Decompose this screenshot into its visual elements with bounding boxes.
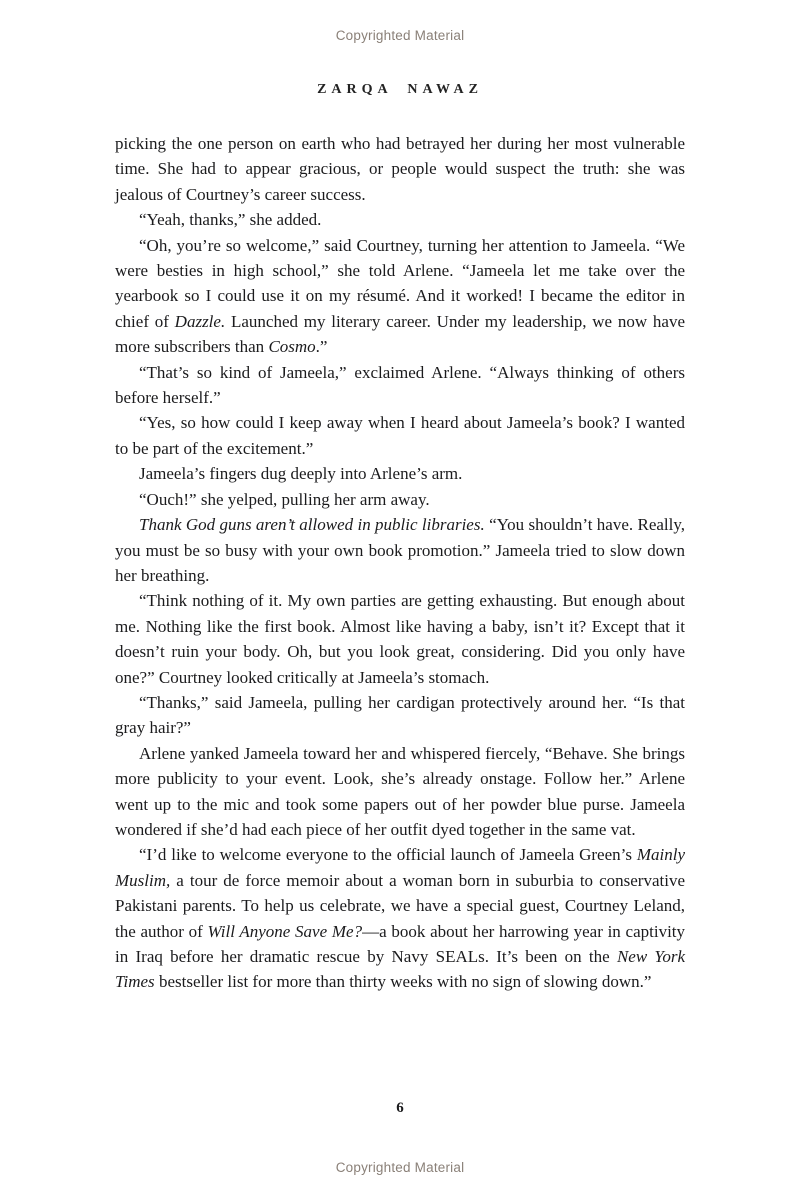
text-segment: Arlene yanked Jameela toward her and whispered fiercely, “Behave. She brings more publicity to your event. Look, she’s already onstage. Follow her.” Arlene went up to the mic and took some papers out of her powder blue purse. Jameela wondered if she’d had each piece of her outfit dyed together in the same vat.	[115, 743, 685, 839]
text-segment: “Yeah, thanks,” she added.	[139, 210, 322, 230]
text-segment: “Think nothing of it. My own parties are getting exhausting. But enough about me. Nothing like the first book. Almost like having a baby, isn’t it? Except that it doesn’t ruin your body. Oh, but you look great, considering. Did you only have one?” Courtney looked critically at Jameela’s stomach.	[115, 591, 685, 687]
italic-text-segment: Dazzle.	[174, 311, 226, 331]
paragraph	[115, 588, 685, 690]
text-segment: .”	[315, 337, 328, 357]
italic-text-segment: New York Times	[115, 947, 685, 992]
copyright-banner-top: Copyrighted Material	[335, 28, 465, 43]
text-segment: “Oh, you’re so welcome,” said Courtney, turning her attention to Jameela. “We were besties in high school,” she told Arlene. “Jameela let me take over the yearbook so I could use it on my résumé. And it worked! I became the editor in chief of	[115, 235, 685, 331]
text-segment: “Thanks,” said Jameela, pulling her cardigan protectively around her. “Is that gray hair?”	[115, 692, 685, 738]
text-segment: —a book about her harrowing year in captivity in Iraq before her dramatic rescue by Navy SEALs. It’s been on the	[115, 921, 686, 966]
paragraph	[115, 690, 685, 741]
italic-text-segment: Thank God guns aren’t allowed in public libraries.	[139, 515, 485, 535]
text-segment: “I’d like to welcome everyone to the official launch of Jameela Green’s	[139, 845, 637, 865]
body-text	[115, 131, 685, 995]
paragraph	[115, 360, 685, 411]
text-segment: “Ouch!” she yelped, pulling her arm away.	[139, 489, 430, 509]
copyright-banner-bottom: Copyrighted Material	[335, 1160, 465, 1175]
paragraph	[115, 233, 685, 360]
text-segment: picking the one person on earth who had betrayed her during her most vulnerable time. She had to appear gracious, or people would suspect the truth: she was jealous of Courtney’s career success.	[115, 134, 685, 204]
paragraph	[115, 131, 685, 207]
text-segment: a tour de force memoir about a woman born in suburbia to conservative Pakistani parents. To help us celebrate, we have a special guest, Courtney Leland, the author of	[115, 870, 685, 941]
paragraph	[115, 461, 685, 486]
paragraph	[115, 512, 685, 588]
paragraph	[115, 842, 685, 994]
paragraph	[115, 207, 685, 232]
text-segment: “Yes, so how could I keep away when I heard about Jameela’s book? I wanted to be part of the excitement.”	[115, 413, 685, 458]
text-segment: “You shouldn’t have. Really, you must be so busy with your own book promotion.” Jameela tried to slow down her breathing.	[115, 515, 686, 585]
text-segment: Jameela’s fingers dug deeply into Arlene’s arm.	[139, 464, 463, 484]
paragraph	[115, 487, 685, 512]
italic-text-segment: Mainly Muslim,	[115, 845, 685, 890]
text-segment: Launched my literary career. Under my leadership, we now have more subscribers than	[115, 311, 685, 357]
paragraph	[115, 410, 685, 461]
italic-text-segment: Cosmo	[268, 337, 316, 357]
text-segment: “That’s so kind of Jameela,” exclaimed Arlene. “Always thinking of others before herself.”	[115, 362, 685, 408]
page-number: 6	[396, 1100, 404, 1116]
text-segment: bestseller list for more than thirty weeks with no sign of slowing down.”	[154, 972, 652, 992]
running-header-author: ZARQA NAWAZ	[317, 82, 483, 97]
italic-text-segment: Will Anyone Save Me?	[207, 921, 363, 941]
paragraph	[115, 741, 685, 843]
